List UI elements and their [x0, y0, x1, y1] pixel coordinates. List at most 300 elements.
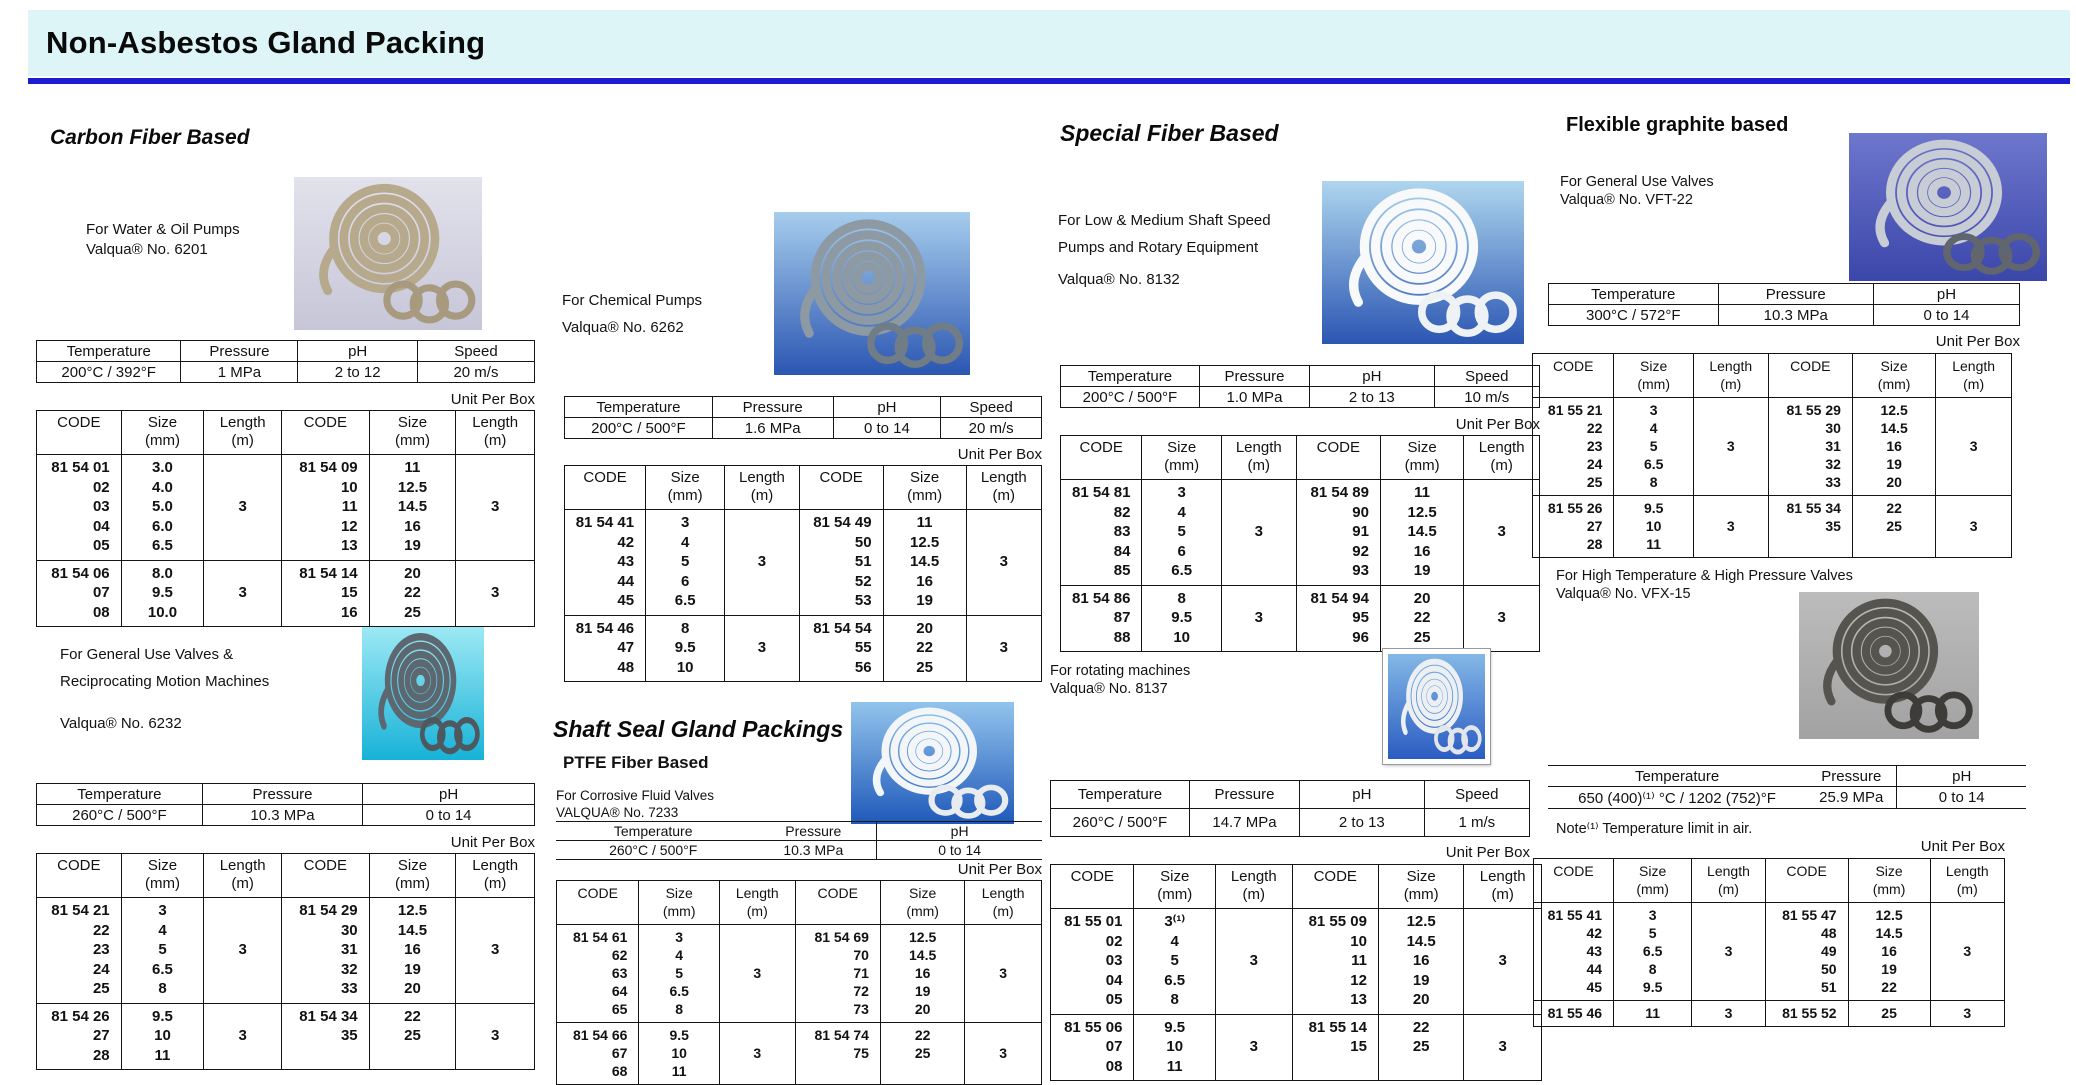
- product-photo-6201: [294, 177, 482, 330]
- code-full: 81 54 01: [51, 459, 110, 476]
- header-line: Length: [1952, 358, 1996, 374]
- product-photo-8137: [1383, 649, 1490, 764]
- size-value: 20: [914, 1001, 931, 1017]
- header-line: CODE: [819, 469, 863, 486]
- code-suffix: 35: [1825, 518, 1841, 534]
- product-description-6201: [86, 220, 240, 260]
- code-full: 81 54 21: [51, 902, 110, 919]
- grid-header-cell: [1614, 354, 1694, 398]
- code-full: 81 55 06: [1064, 1018, 1123, 1036]
- spec-header-row: [556, 822, 1042, 841]
- length-cell: 3: [1221, 585, 1296, 652]
- header-line: CODE: [1070, 868, 1114, 885]
- code-suffix: 62: [611, 947, 628, 963]
- grid-header-cell: [1296, 436, 1380, 480]
- length-cell: 3: [1215, 909, 1292, 1015]
- code-suffix: 04: [1105, 971, 1123, 989]
- text-line: Pumps and Rotary Equipment: [1058, 239, 1259, 256]
- packing-coil-illustration: [1388, 654, 1485, 759]
- code-suffix: 32: [340, 960, 358, 978]
- spec-header-row: [565, 397, 1042, 418]
- length-cell: 3: [204, 898, 282, 1004]
- size-value: 5: [1177, 523, 1186, 540]
- code-full: 81 54 46: [575, 619, 635, 637]
- code-suffix: 88: [1113, 628, 1131, 646]
- size-cell: [1614, 1001, 1692, 1027]
- code-suffix: 65: [611, 1001, 628, 1017]
- size-cell: [1852, 496, 1935, 558]
- spec-value-cell: 260°C / 500°F: [556, 841, 750, 860]
- spec-header-cell: Temperature: [1549, 284, 1719, 305]
- size-value: 3: [1649, 402, 1658, 418]
- code-cell: [557, 925, 639, 1023]
- spec-value-cell: 10.3 MPa: [1718, 305, 1873, 326]
- size-value: 9.5: [152, 584, 173, 601]
- grid-header-row: [1534, 859, 2005, 903]
- header-line: CODE: [1079, 439, 1123, 456]
- size-value: 20: [1412, 991, 1430, 1008]
- size-value: 14.5: [909, 947, 937, 963]
- header-line: (mm): [144, 875, 180, 892]
- code-suffix: 44: [1586, 961, 1603, 977]
- header-line: Length: [980, 469, 1027, 486]
- text-line: For Water & Oil Pumps: [86, 221, 240, 238]
- size-value: 11: [1645, 1005, 1661, 1021]
- catalog-table-8137: [1050, 864, 1542, 1081]
- spec-value-cell: 10.3 MPa: [750, 841, 876, 860]
- header-line: (mm): [1877, 376, 1911, 392]
- spec-header-cell: Pressure: [1189, 781, 1299, 809]
- catalog-table-7233: [556, 880, 1042, 1085]
- length-cell: 3: [1936, 496, 2012, 558]
- size-value: 10: [1166, 1038, 1184, 1055]
- length-cell: 3: [204, 560, 282, 627]
- grid-header-cell: [37, 411, 122, 455]
- size-value: 16: [1881, 943, 1897, 959]
- code-cell: [37, 1003, 122, 1070]
- header-line: CODE: [303, 414, 347, 431]
- spec-header-cell: Pressure: [181, 341, 298, 362]
- size-value: 20: [404, 564, 421, 582]
- header-line: (m): [1247, 457, 1271, 474]
- grid-header-cell: [456, 411, 535, 455]
- code-full: 81 54 94: [1310, 589, 1369, 607]
- size-value: 5: [1649, 438, 1658, 454]
- page-title: Non-Asbestos Gland Packing: [46, 25, 486, 60]
- header-line: Length: [1709, 358, 1753, 374]
- size-value: 20: [916, 619, 933, 637]
- code-cell: [1534, 903, 1614, 1001]
- grid-header-cell: [1464, 865, 1542, 909]
- size-value: 25: [1413, 628, 1431, 646]
- spec-value-cell: 0 to 14: [1897, 787, 2026, 809]
- spec-table-8132: [1060, 365, 1540, 408]
- size-cell: [1614, 903, 1692, 1001]
- header-line: (mm): [1636, 881, 1669, 897]
- code-full: 81 55 01: [1064, 913, 1123, 930]
- length-cell: 3: [1692, 1001, 1765, 1027]
- size-value: 6.5: [1171, 562, 1193, 579]
- spec-value-cell: 0 to 14: [877, 841, 1042, 860]
- size-value: 8: [680, 619, 690, 637]
- size-value: 12.5: [1406, 913, 1436, 930]
- size-cell: [1380, 480, 1463, 586]
- code-suffix: 72: [853, 983, 869, 999]
- grid-header-cell: [1378, 865, 1463, 909]
- size-value: 25: [916, 658, 933, 676]
- grid-header-row: [37, 854, 535, 898]
- code-suffix: 68: [611, 1063, 628, 1079]
- spec-value-cell: 200°C / 500°F: [1061, 387, 1200, 408]
- section-heading-carbon-fiber: Carbon Fiber Based: [50, 126, 250, 149]
- header-line: Size: [397, 857, 428, 874]
- text-line: Valqua® No. 6201: [86, 241, 208, 258]
- size-value: 9.5: [674, 639, 696, 656]
- header-line: (mm): [1404, 457, 1440, 474]
- code-suffix: 87: [1113, 609, 1131, 626]
- code-suffix: 31: [340, 941, 358, 958]
- grid-header-cell: [966, 466, 1041, 510]
- grid-header-cell: [37, 854, 122, 898]
- code-suffix: 63: [611, 965, 628, 981]
- grid-header-cell: [965, 881, 1042, 925]
- size-value: 5: [680, 553, 690, 570]
- spec-header-cell: Speed: [417, 341, 534, 362]
- code-suffix: 12: [340, 517, 358, 535]
- size-value: 20: [1413, 589, 1431, 607]
- code-full: 81 55 09: [1308, 913, 1367, 930]
- size-value: 11: [1166, 1057, 1183, 1075]
- header-line: CODE: [57, 857, 101, 874]
- header-line: (mm): [662, 903, 696, 919]
- size-value: 3⁽¹⁾: [1164, 913, 1186, 930]
- code-cell: [1061, 585, 1142, 652]
- text-line: Valqua® No. 6232: [60, 715, 182, 732]
- grid-group-row: [37, 455, 535, 561]
- spec-value-cell: 260°C / 500°F: [1051, 809, 1190, 837]
- header-line: (mm): [394, 432, 430, 449]
- spec-value-cell: 25.9 MPa: [1806, 787, 1897, 809]
- spec-table-8137: [1050, 780, 1530, 837]
- size-value: 5: [1648, 925, 1657, 941]
- product-description-vft22: [1560, 173, 1714, 209]
- header-line: CODE: [1316, 439, 1360, 456]
- code-full: 81 54 69: [814, 929, 869, 945]
- header-line: (mm): [144, 432, 180, 449]
- header-line: (m): [231, 875, 254, 892]
- length-cell: 3: [1221, 480, 1296, 586]
- code-suffix: 93: [1352, 562, 1369, 579]
- grid-header-cell: [1692, 859, 1765, 903]
- size-cell: [121, 898, 204, 1004]
- text-line: For Low & Medium Shaft Speed: [1058, 212, 1271, 229]
- catalog-table-8132: [1060, 435, 1540, 652]
- product-description-8132: [1058, 207, 1271, 293]
- header-line: Length: [1230, 868, 1277, 885]
- packing-coil-illustration: [1322, 181, 1524, 344]
- text-line: Valqua® No. 8132: [1058, 271, 1180, 288]
- unit-per-box-label: Unit Per Box: [450, 834, 535, 851]
- size-value: 8: [1177, 589, 1186, 607]
- unit-per-box-label: Unit Per Box: [1935, 333, 2020, 350]
- header-line: (mm): [907, 487, 943, 504]
- size-cell: [1852, 398, 1935, 496]
- code-cell: [1061, 480, 1142, 586]
- size-cell: [121, 455, 204, 561]
- grid-group-row: [37, 560, 535, 627]
- code-suffix: 03: [92, 498, 110, 515]
- size-value: 16: [1886, 438, 1902, 454]
- header-line: (m): [1242, 886, 1266, 903]
- spec-header-cell: pH: [363, 784, 535, 805]
- header-line: Length: [1707, 863, 1750, 879]
- packing-coil-illustration: [362, 627, 484, 760]
- grid-header-cell: [204, 411, 282, 455]
- code-full: 81 54 89: [1310, 484, 1369, 501]
- code-full: 81 55 52: [1782, 1005, 1837, 1021]
- size-cell: [1614, 398, 1694, 496]
- header-line: Size: [1640, 358, 1668, 374]
- spec-value-row: [1549, 305, 2020, 326]
- grid-header-row: [557, 881, 1042, 925]
- text-line: Valqua® No. 8137: [1050, 681, 1168, 697]
- product-photo-vft22: [1849, 133, 2047, 281]
- grid-header-cell: [1936, 354, 2012, 398]
- size-value: 12.5: [397, 902, 428, 919]
- grid-header-cell: [1380, 436, 1463, 480]
- size-cell: [1142, 585, 1222, 652]
- header-line: Size: [1407, 439, 1437, 456]
- size-value: 8.0: [152, 564, 173, 582]
- size-value: 6.5: [1643, 456, 1664, 472]
- header-line: Length: [739, 469, 785, 486]
- spec-value-cell: 0 to 14: [363, 805, 535, 826]
- packing-coil-illustration: [851, 702, 1014, 824]
- code-full: 81 54 29: [299, 902, 358, 919]
- code-suffix: 50: [1821, 961, 1837, 977]
- grid-header-cell: [565, 466, 646, 510]
- header-line: CODE: [1790, 358, 1831, 374]
- length-cell: 3: [725, 510, 799, 616]
- size-cell: [646, 510, 725, 616]
- code-suffix: 05: [92, 537, 110, 554]
- spec-value-cell: 10.3 MPa: [202, 805, 362, 826]
- code-cell: [1292, 909, 1378, 1015]
- code-suffix: 07: [92, 584, 110, 601]
- header-line: CODE: [1552, 358, 1594, 374]
- spec-header-cell: pH: [1897, 766, 2026, 787]
- header-line: Length: [219, 857, 266, 874]
- code-suffix: 22: [1586, 420, 1603, 436]
- size-value: 25: [1886, 518, 1902, 534]
- packing-coil-illustration: [1799, 592, 1979, 739]
- code-suffix: 02: [1105, 932, 1123, 950]
- header-line: (m): [992, 487, 1016, 504]
- text-line: Valqua® No. VFX-15: [1556, 586, 1691, 602]
- size-value: 11: [154, 1046, 171, 1064]
- size-value: 4: [675, 947, 684, 963]
- spec-table-7233: [556, 821, 1042, 860]
- code-cell: [37, 560, 122, 627]
- size-value: 20: [404, 980, 421, 997]
- code-full: 81 54 54: [813, 619, 872, 637]
- spec-header-cell: pH: [1300, 781, 1425, 809]
- size-value: 8: [1170, 991, 1179, 1008]
- text-line: VALQUA® No. 7233: [556, 805, 679, 820]
- header-line: Size: [397, 414, 428, 431]
- header-line: Length: [472, 414, 519, 431]
- length-cell: 3: [1930, 903, 2004, 1001]
- size-value: 16: [1412, 952, 1430, 969]
- grid-group-row: [1534, 903, 2005, 1001]
- code-suffix: 67: [611, 1045, 628, 1061]
- size-value: 19: [1412, 971, 1430, 989]
- size-value: 9.5: [1164, 1018, 1186, 1036]
- code-suffix: 32: [1825, 456, 1841, 472]
- grid-group-row: [1061, 480, 1540, 586]
- header-line: CODE: [577, 885, 618, 901]
- grid-header-cell: [456, 854, 535, 898]
- size-value: 6.5: [674, 592, 696, 609]
- code-full: 81 55 34: [1786, 500, 1841, 516]
- code-suffix: 55: [854, 639, 872, 656]
- grid-header-cell: [639, 881, 720, 925]
- spec-value-cell: 0 to 14: [833, 418, 941, 439]
- length-cell: 3: [966, 510, 1041, 616]
- header-line: Length: [1235, 439, 1282, 456]
- size-value: 4: [158, 921, 167, 939]
- size-value: 10.0: [147, 603, 178, 621]
- size-value: 12.5: [909, 533, 940, 551]
- code-suffix: 31: [1825, 438, 1841, 454]
- spec-header-cell: Temperature: [556, 822, 750, 841]
- header-line: (m): [746, 903, 768, 919]
- spec-value-cell: 1 MPa: [181, 362, 298, 383]
- section-heading-shaft-seal: Shaft Seal Gland Packings: [553, 716, 844, 742]
- text-line: For General Use Valves: [1560, 174, 1714, 190]
- code-suffix: 33: [1825, 474, 1841, 490]
- grid-header-cell: [719, 881, 795, 925]
- grid-header-cell: [1534, 859, 1614, 903]
- size-value: 16: [1413, 542, 1431, 560]
- size-value: 22: [1412, 1018, 1430, 1036]
- size-value: 4.0: [152, 478, 173, 496]
- length-cell: 3: [456, 560, 535, 627]
- unit-per-box-label: Unit Per Box: [450, 391, 535, 408]
- grid-header-cell: [1464, 436, 1540, 480]
- spec-header-cell: pH: [1873, 284, 2019, 305]
- header-line: Size: [1880, 358, 1908, 374]
- header-line: Size: [670, 469, 700, 486]
- spec-header-row: [37, 341, 535, 362]
- product-description-8137: [1050, 662, 1190, 698]
- code-cell: [1534, 1001, 1614, 1027]
- code-suffix: 45: [617, 592, 635, 609]
- grid-header-cell: [1614, 859, 1692, 903]
- spec-value-cell: 300°C / 572°F: [1549, 305, 1719, 326]
- size-value: 12.5: [1880, 402, 1908, 418]
- size-cell: [121, 560, 204, 627]
- catalog-table-vfx15: [1533, 858, 2005, 1027]
- code-suffix: 85: [1113, 562, 1131, 579]
- size-cell: [369, 1003, 456, 1070]
- spec-header-cell: Pressure: [1718, 284, 1873, 305]
- header-line: Size: [147, 857, 178, 874]
- code-cell: [37, 898, 122, 1004]
- length-cell: 3: [1464, 585, 1540, 652]
- code-cell: [799, 510, 883, 616]
- code-cell: [1533, 496, 1614, 558]
- header-line: CODE: [817, 885, 858, 901]
- size-value: 12.5: [1875, 907, 1903, 923]
- size-cell: [1614, 496, 1694, 558]
- code-suffix: 02: [92, 478, 110, 496]
- grid-group-row: [565, 510, 1042, 616]
- header-line: CODE: [1786, 863, 1827, 879]
- size-value: 3: [158, 902, 167, 919]
- size-value: 16: [916, 572, 933, 590]
- grid-header-cell: [121, 411, 204, 455]
- spec-header-row: [1051, 781, 1530, 809]
- size-value: 19: [1886, 456, 1902, 472]
- spec-header-cell: Pressure: [750, 822, 876, 841]
- header-line: (mm): [1157, 886, 1193, 903]
- product-description-7233: [556, 787, 714, 821]
- grid-group-row: [565, 615, 1042, 682]
- spec-header-cell: Pressure: [1199, 366, 1309, 387]
- length-cell: 3: [719, 925, 795, 1023]
- grid-header-cell: [646, 466, 725, 510]
- length-cell: 3: [1464, 909, 1542, 1015]
- size-value: 14.5: [1406, 932, 1436, 950]
- spec-table-vft22: [1548, 283, 2020, 326]
- spec-table-6262: [564, 396, 1042, 439]
- grid-group-row: [1051, 1014, 1542, 1081]
- size-value: 22: [1881, 979, 1897, 995]
- code-suffix: 15: [1350, 1038, 1367, 1055]
- header-line: (mm): [1403, 886, 1439, 903]
- code-suffix: 43: [1586, 943, 1603, 959]
- size-value: 19: [916, 592, 933, 609]
- code-suffix: 25: [92, 980, 110, 997]
- spec-header-cell: Temperature: [1548, 766, 1806, 787]
- code-cell: [799, 615, 883, 682]
- spec-value-row: [1061, 387, 1540, 408]
- size-value: 9.5: [1643, 500, 1664, 516]
- spec-header-cell: Temperature: [1051, 781, 1190, 809]
- size-value: 22: [1413, 609, 1431, 626]
- grid-header-cell: [1765, 859, 1848, 903]
- code-full: 81 54 41: [575, 514, 635, 531]
- size-value: 3: [680, 514, 690, 531]
- size-value: 3: [1177, 484, 1186, 501]
- unit-per-box-label: Unit Per Box: [957, 861, 1042, 878]
- spec-value-cell: 20 m/s: [417, 362, 534, 383]
- length-cell: 3: [965, 925, 1042, 1023]
- code-cell: [1292, 1014, 1378, 1081]
- spec-table-6232: [36, 783, 535, 826]
- length-cell: 3: [1464, 1014, 1542, 1081]
- spec-value-cell: 1 m/s: [1424, 809, 1529, 837]
- code-full: 81 55 29: [1786, 402, 1841, 418]
- code-suffix: 51: [1821, 979, 1837, 995]
- size-value: 4: [1170, 932, 1179, 950]
- code-suffix: 13: [340, 537, 358, 554]
- code-suffix: 30: [340, 921, 358, 939]
- text-line: For General Use Valves &: [60, 646, 234, 663]
- text-line: For Chemical Pumps: [562, 292, 703, 309]
- size-value: 19: [914, 983, 931, 999]
